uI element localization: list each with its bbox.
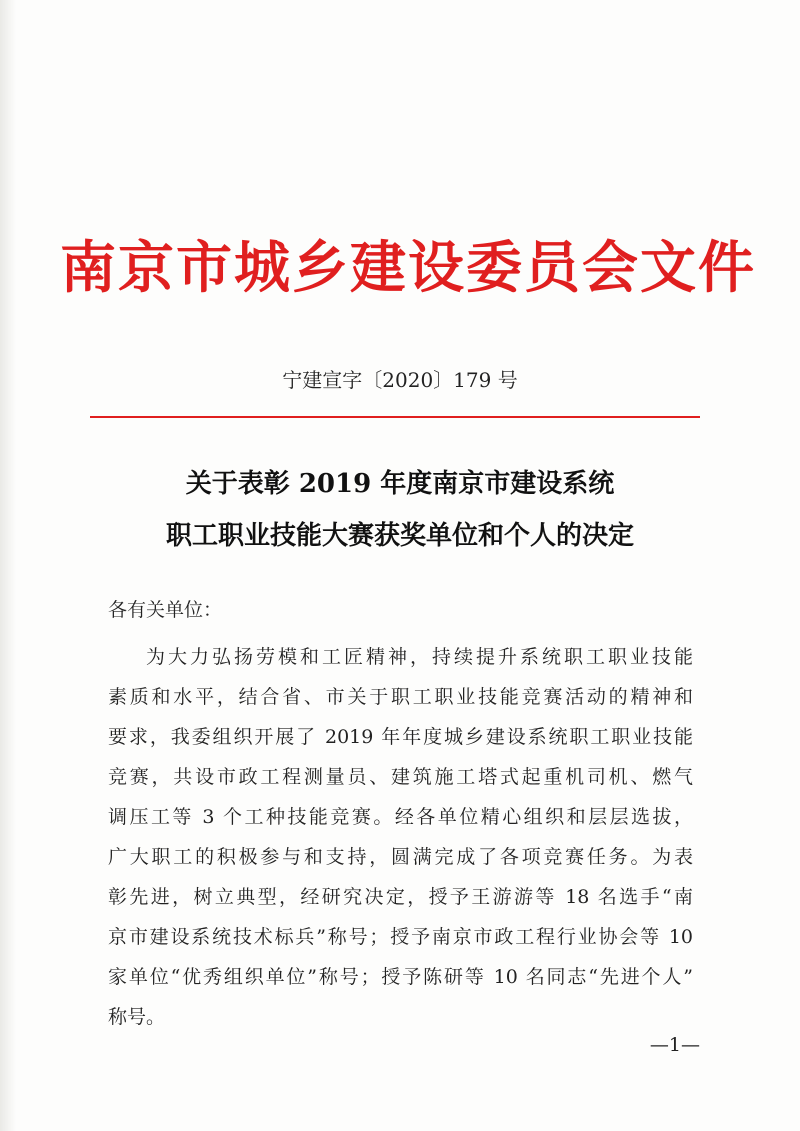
body-line: 称号。 — [108, 1006, 166, 1028]
body-line: 竞赛，共设市政工程测量员、建筑施工塔式起重机司机、燃气 — [108, 766, 693, 788]
page-number: —1— — [649, 1034, 700, 1056]
title-line-2: 职工职业技能大赛获奖单位和个人的决定 — [165, 521, 634, 551]
body-line: 素质和水平，结合省、市关于职工职业技能竞赛活动的精神和 — [108, 686, 693, 708]
body-line: 调压工等 3 个工种技能竞赛。经各单位精心组织和层层选拔， — [108, 806, 693, 828]
body-line: 为大力弘扬劳模和工匠精神，持续提升系统职工职业技能 — [146, 646, 693, 668]
issuer-header: 南京市城乡建设委员会文件 — [60, 235, 756, 301]
body-line: 广大职工的积极参与和支持，圆满完成了各项竞赛任务。为表 — [108, 846, 693, 868]
body-paragraph — [108, 637, 693, 1037]
document-number: 宁建宣字〔2020〕179 号 — [282, 368, 518, 392]
document-title — [80, 458, 720, 562]
title-line-1: 关于表彰 2019 年度南京市建设系统 — [185, 469, 615, 499]
body-line: 彰先进，树立典型，经研究决定，授予王游游等 18 名选手“南 — [108, 886, 693, 908]
body-line: 京市建设系统技术标兵”称号；授予南京市政工程行业协会等 10 — [108, 926, 693, 948]
body-line: 家单位“优秀组织单位”称号；授予陈研等 10 名同志“先进个人” — [108, 966, 693, 988]
scan-edge-shadow — [0, 0, 16, 1131]
salutation: 各有关单位： — [108, 599, 223, 621]
body-line: 要求，我委组织开展了 2019 年年度城乡建设系统职工职业技能 — [108, 726, 693, 748]
red-divider-line — [90, 416, 700, 418]
